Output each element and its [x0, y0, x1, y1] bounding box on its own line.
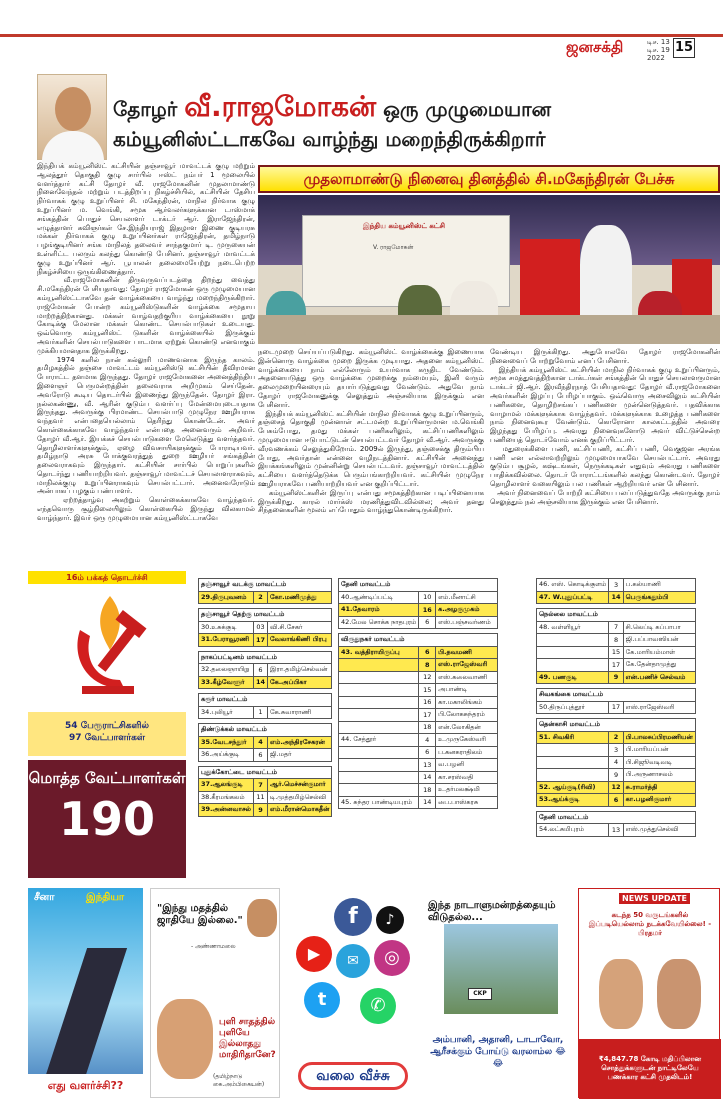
district-header-row	[537, 609, 696, 622]
candidate-name-cell: ப.கல்யாணி	[623, 579, 695, 592]
ad-quote-text: "இந்து மதத்தில் ஜாதியே இல்லை."	[157, 903, 243, 926]
article-column-left: இந்தியக் கம்யூனிஸ்ட் கட்சியின் தஞ்சாவூர் மாவட்டக் குழு மற்றும் ஆலத்தூர் தொகுதி குழு சார்பில் ஈஸ்ட் நம்பர் 1 மூலையில் வளர்த்தார் கட்சி தோழர் வீ. ராஜமோகனின் முதலாமாண்டு நினைவேந்தல் மற்றும் படத்திறப்பு நிகழ்ச்சியில், கட்சியின் தேசிய நிர்வாகக் குழு உறுப்பினர் சி. மகேந்திரன், மாநில நிர்வாக குழு உறுப்பினர் ம. வெங்கி, சமூக ஆர்வலர்களுக்கான டாஸ்மாக் சங்கத்தின் பொதுச் செயலாளர் டாக்டர் ஆர். இராஜேந்திரன், எழுத்தாளர் கவிஞர்கள் சே.இந்தியராஜ் இதழாள இணை குடியரசு மக்கள் நிர்வாகக் குழு உறுப்பினர்கள் ராஜேந்திரன், தமிழ்நாடு பழங்குடியினர் சங்க மாநிலத் தலைவர் சாந்தகுமார் டி. முருகையன் உள்ளிட்ட பலரும் கலந்து கொண்டு பேசினர். தஞ்சாவூர் மாவட்டக் குழு உறுப்பினர் ஆர். பூபாலன் தலைமையேற்று நடைபெற்ற நிகழ்ச்சியை ஒருங்கிணைத்தார். வீ.ராஜமோகனின் திருவுருவப்படத்தை திறந்து வைத்து சி.மகேந்திரன் பேசியதாவது: தோழர் ராஜமோகன் ஒரு முழுமையான கம்யூனிஸ்ட்டாகவே தன் வாழ்க்கையை வாழ்ந்து மறைந்திருக்கிறார். ராஜ்மோகன் போன்ற கம்யூனிஸ்டுகளின் வாழ்க்கை சமூதாய மாற்றத்திற்கானது. மக்கள் வாழ்வதற்குரிய வாழ்க்கையை நூறு கோடிக்கு மேலான மக்கள் கொண்ட செயல்பாடுகள் உடையது. ஒவ்வொரு கம்யூனிஸ்ட் டுகளின் வாழ்க்கையில் இருக்கும் அவர்களின் செயல்பாடுகளை பாடமாக ஏற்றுக் கொண்டு எனவாகும் முக்கியமானதாக இருக்கிறது. 1974 களில் நான் கல்லூரி மாணவனாக இருந்த காலம். தமிழகத்தில் தஞ்சை மாவட்டம் கம்யூனிஸ்டு கட்சியின் தீவிரமான போராட்ட தளமாக இருந்தது. தோழர் ராஜமோகனை அனைத்திந்திய இளைஞர் பெருமன்றத்தின் தலைவராக அறிமுகம் செய்தேன். அவரோடு கூடிய தொடர்பில் இணைந்து இருந்தேன். தோழர் இரா. நல்லகண்ணு, வீ. ஆரின் குடும்ப வளர்ப்பு மேன்மையுடையதாக இருந்தது. அவருக்கு பிரமாண்ட செயல்பாடு முழுநேர ஊழியராக வந்தவர் என்பதையெல்லாம் தெரிந்து கொண்டேன். அவர் கொள்கைக்காகவே வாழ்ந்தவர் என்பதை அனைவரும் அறிவர். தோழர் வீ.ஆர். இயக்கச் செயல்பாடுகளை மேலெடுத்து வளர்த்தவர். தொழிலாளர்களுக்கும், ஏழை விவசாயிகளுக்கும் போராடியவர். தமிழ்நாடு அரசு போக்குவரத்துத் துறை ஊழியர் சங்கத்தின் தலைவராகவும் இருந்தார். கட்சியின் சார்பில் பொறுப்புகளில் தொடர்ந்து பணியாற்றியவர். தஞ்சாவூர் மாவட்டச் செயலாளராகவும், மாநிலக்குழு உறுப்பினராகவும் செயல்பட்டார். அனைவரோடும் அன்பாகப் பழகும் பண்பாளர். ஏற்றத்தாழ்வு அகற்றும் கொள்கைக்காகவே வாழ்ந்தவர். எந்தவொரு சூழ்நிலையிலும் கொள்கையில் இருந்து விலகாமல் வாழ்ந்தார். இவர் ஒரு முழுமையான கம்யூனிஸ்ட்டாகவே	[37, 162, 255, 522]
district-header-row	[199, 766, 332, 779]
table-row	[339, 746, 498, 759]
ward-number-cell: 10	[419, 591, 436, 604]
town-cell: 48. வள்ளியூர்	[537, 621, 609, 634]
bridge-image	[45, 948, 127, 1078]
candidate-name-cell: அபாண்டி	[436, 684, 498, 697]
ad-reply-attribution: (தமிழ்நாடு கை.அம்பிகையன்)	[213, 1073, 265, 1088]
telegram-icon: ✉	[336, 944, 370, 978]
ward-number-cell: 14	[253, 676, 267, 689]
ad-title-left: சீனா	[34, 892, 55, 903]
candidate-name-cell: கோ.மணிமுத்து	[268, 591, 332, 604]
table-row	[537, 824, 696, 837]
candidate-name-cell: ஜி.மதர்	[268, 749, 332, 762]
town-cell: 35.வேடசந்தூர்	[199, 736, 254, 749]
instagram-icon: ◎	[374, 940, 410, 976]
town-cell	[537, 756, 609, 769]
district-name: தஞ்சாவூர் வடக்கு மாவட்டம்	[199, 579, 332, 592]
ward-number-cell: 6	[609, 794, 623, 807]
issue-date	[647, 38, 670, 62]
candidate-summary	[28, 712, 186, 756]
district-name: தஞ்சாவூர் தெற்கு மாவட்டம்	[199, 609, 332, 622]
candidate-name-cell: பெருங்கதும்பி	[623, 591, 695, 604]
ward-number-cell: 03	[253, 621, 267, 634]
candidate-name-cell: பி.தவமணி	[436, 646, 498, 659]
district-name: சிவகங்கை மாவட்டம்	[537, 689, 696, 702]
ward-number-cell: 2	[253, 591, 267, 604]
table-row	[339, 646, 498, 659]
ad-text: கடந்த 50 வருடங்களில் இப்படியெல்லாம் நடக்கவேயில்லை! - பிரதமர்	[588, 911, 712, 937]
district-header-row	[537, 811, 696, 824]
candidate-name-cell: எஸ்.கலைவாணி	[436, 671, 498, 684]
town-cell: 53.ஆய்க்குடி	[537, 794, 609, 807]
table-row	[339, 659, 498, 672]
red-flag	[520, 239, 580, 317]
ad-social-media	[290, 888, 416, 1098]
table-row	[537, 769, 696, 782]
candidate-name-cell: பை.பாஸ்கரசு	[436, 796, 498, 809]
table-row	[199, 634, 332, 647]
table-row	[199, 676, 332, 689]
facebook-icon: f	[334, 898, 372, 936]
candidate-name-cell: கே.சுவாராணி	[268, 706, 332, 719]
article-column-middle: நடைமுறை செய்யப்படுகிறது. கம்யூனிஸ்ட் வாழ்க்கைக்கு இணையாக இன்னொரு வாழ்க்கை முறை இருக்க முடியாது. அதனை கம்யூனிஸ்ட் வாழ்க்கையை நாம் எல்லோரும் உயர்வாக கருதிட வேண்டும். அதனையடுத்து ஒரு வாழ்க்கை முறைக்கு நம்மையும், இனி வரும் தலைமுறையினரையும் தயார்படுத்துவது வேண்டும். அதுவே நாம் தோழர் ராஜமோகனுக்கு செலுத்தும் அஞ்சலியாக இருக்கும் என பேசினார். இந்தியக் கம்யூனிஸ்ட் கட்சியின் மாநில நிர்வாகக் குழு உறுப்பினரும், தஞ்சைத் தொகுதி முன்னாள் சட்டமன்ற உறுப்பினருமான ம.வெங்கி பேசும்போது, தமது மக்கள் பணிகளிலும், கட்சிப்பணிகளிலும் முழுமையான ஈடுபாட்டுடன் செயல்பட்டவர் தோழர் வீ.ஆர். அவருக்கு வீரவணக்கம் செலுத்துகிறோம். 2009ல் இருந்து, தஞ்சைக்கு திரும்பிய போது, அவர்தான் என்னை வழிநடத்தினார். கட்சியின் அனைத்து இயக்கங்களிலும் முன்னின்று செயல்பட்டவர். தஞ்சாவூர் மாவட்டத்தில் கட்சியை வளர்த்தெடுக்க பெரும்பங்காற்றியவர். கட்சியின் முழுநேர ஊழியராகவே பணியாற்றியவர் என குறிப்பிட்டார். கம்யூனிஸ்ட்களின் இருப்பு என்பது சமூகத்திற்கான படிப்பினையாக இருக்கிறது. காரல் மார்க்ஸ் மரணித்துவிடவில்லை; அவர் தனது சிந்தனைகளின் மூலம் எப்போதும் வாழ்ந்துகொண்டிருக்கிறார்.	[258, 348, 484, 515]
town-cell: 46. எஸ். கொடிக்குளம்	[537, 579, 609, 592]
town-cell	[537, 659, 609, 672]
district-header-row	[199, 579, 332, 592]
table-row	[537, 621, 696, 634]
table-row	[537, 634, 696, 647]
summary-line: 97 வேட்பாளர்கள்	[69, 733, 145, 743]
twitter-icon: t	[304, 982, 340, 1018]
town-cell: 29.திருபுவனம்	[199, 591, 254, 604]
town-cell	[339, 721, 419, 734]
candidate-name-cell: கே.தேன்தாமுத்து	[623, 659, 695, 672]
issue-date-line: டிச. 19	[647, 46, 670, 54]
candidate-name-cell: கா.சரஸ்வதி	[436, 771, 498, 784]
portrait-face	[55, 87, 91, 131]
ward-number-cell: 18	[419, 721, 436, 734]
table-row	[537, 579, 696, 592]
table-row	[199, 791, 332, 804]
table-row	[339, 684, 498, 697]
ward-number-cell: 9	[253, 804, 267, 817]
candidate-name-cell: பி.பாலசுப்பிரமணியன்	[623, 731, 695, 744]
article-column-right: வேண்டிய இருக்கிறது. அதுபோலவே தோழர் ராஜமோகனின் நினைவைப் போற்றுவோம் எனப் பேசினார். இந்தியக் கம்யூனிஸ்ட் கட்சியின் மாநில நிர்வாகக் குழு உறுப்பினரும், சமூக சமத்துவத்திற்கான டாக்டர்கள் சங்கத்தின் பொதுச் செயலாளருமான டாக்டர் ஜி.ஆர். இரவீந்திரநாத் பேசியதாவது: தோழர் வீ.ராஜமோகனை அவர்களின் இழப்பு பேரிழப்பாகும். ஒவ்வொரு அசைவிலும் கட்சியின் பணிகளை, தொழிற்சங்கப் பணிகளை முன்னெடுத்தவர். பதவிக்காக வாழாமல் மக்களுக்காக வாழ்ந்தவர். மக்களுக்காக உழைத்த பணிகளை நாம் நினைவுகூர வேண்டும். கொரோனா காலகட்டத்தில் அவரை இழந்தது பேரிழப்பு. அவரது நினைவுகளோடு அவர் விட்டுச்சென்ற பணியைத் தொடர்வோம் எனக் குறிப்பிட்டார். மதுரைக்கிளை பணி, கட்சிப்பணி, கட்சிப் பணி, வெகுஜன அரங்க பணி என எல்லாவற்றிலும் முழுமையாகவே செயல்பட்டார். அவரது குடும்ப சூழல், கஷ்டங்கள், நெருக்கடிகள் எதுவும் அவரது பணிகளை பாதிக்கவில்லை. தொடர் போராட்டங்களில் கலந்து கொண்டவர். தோழர் தொழிலாளர் வகையிலும் பல பணிகள் ஆற்றியவர் என பேசினார். அவர் நினைவைப் போற்றி கட்சியை பலப்படுத்துவதே அவருக்கு நாம் செலுத்தும் நல் அஞ்சலியாக இருக்கும் என பேசினார்.	[490, 348, 720, 506]
table-row	[339, 784, 498, 797]
town-cell: 50.திருப்புத்தூர்	[537, 701, 609, 714]
ward-number-cell: 14	[609, 591, 623, 604]
photo-board-subtext: V. ராஜமோகன்	[373, 244, 414, 251]
sign-tag: CKP	[468, 988, 492, 1000]
youtube-icon: ▶	[296, 936, 332, 972]
candidate-name-cell: எம்.மீரான்மொகதீன்	[268, 804, 332, 817]
total-number: 190	[58, 792, 156, 846]
table-row	[199, 804, 332, 817]
town-cell	[339, 746, 419, 759]
ward-number-cell: 6	[419, 746, 436, 759]
town-cell: 49. பணகுடி	[537, 671, 609, 684]
ward-number-cell: 6	[419, 616, 436, 629]
ward-number-cell: 4	[253, 736, 267, 749]
candidate-name-cell: பி.மாரியப்பன்	[623, 744, 695, 757]
masthead: ஜனசக்தி	[566, 38, 624, 56]
candidate-name-cell: எஸ்.ராஜேஸ்வரி	[436, 659, 498, 672]
candidate-name-cell: என்.பணிச் செல்வம்	[623, 671, 695, 684]
table-row	[537, 659, 696, 672]
town-cell: 34.புலியூர்	[199, 706, 254, 719]
table-row	[537, 744, 696, 757]
ward-number-cell: 15	[419, 684, 436, 697]
ad-china-india	[28, 888, 143, 1098]
candidate-name-cell: கே.அப்பிகா	[268, 676, 332, 689]
ward-number-cell: 6	[253, 664, 267, 677]
candidate-name-cell: இரா.தமிழ்செல்வன்	[268, 664, 332, 677]
candidate-name-cell: உ.முருகேஸ்வரி	[436, 734, 498, 747]
header-rule	[0, 34, 723, 37]
ad-portrait	[247, 899, 277, 937]
table-row	[537, 646, 696, 659]
town-cell: 38.கீரமங்கலம்	[199, 791, 254, 804]
candidate-name-cell: எஸ்.முத்துசெல்வி	[623, 824, 695, 837]
candidate-name-cell: ஜி.பப்பாவஸியன்	[623, 634, 695, 647]
district-name: விருதுநகர் மாவட்டம்	[339, 634, 498, 647]
district-header-row	[199, 694, 332, 707]
district-name: நாகப்பட்டினம் மாவட்டம்	[199, 651, 332, 664]
table-row	[199, 706, 332, 719]
headline-prefix: தோழர்	[113, 97, 185, 121]
candidate-name-cell: சு.ராமர்த்தி	[623, 781, 695, 794]
news-update-badge: NEWS UPDATE	[619, 893, 690, 904]
candidate-name-cell: ப.கனகராதிலம்	[436, 746, 498, 759]
candidate-name-cell: என்.லோகிதன்	[436, 721, 498, 734]
candidates-table	[536, 578, 696, 837]
ward-number-cell: 6	[253, 749, 267, 762]
ward-number-cell: 8	[419, 659, 436, 672]
summary-line: 54 பேரூராட்சிகளில்	[65, 721, 149, 731]
ad-title: இந்த நாடாளுமன்றத்தையும் விடுதல்ல...	[428, 900, 556, 923]
ward-number-cell: 18	[419, 784, 436, 797]
district-header-row	[199, 651, 332, 664]
ward-number-cell: 14	[419, 771, 436, 784]
district-name: நெல்லை மாவட்டம்	[537, 609, 696, 622]
table-row	[537, 701, 696, 714]
town-cell	[339, 671, 419, 684]
town-cell	[339, 696, 419, 709]
continued-label: 16ம் பக்கத் தொடர்ச்சி	[28, 571, 186, 584]
town-cell: 51. சிவகிரி	[537, 731, 609, 744]
town-cell	[537, 646, 609, 659]
district-name: தேனி மாவட்டம்	[537, 811, 696, 824]
ward-number-cell: 3	[609, 744, 623, 757]
table-row	[339, 616, 498, 629]
candidate-name-cell: டி.முத்தமிழ்செல்வி	[268, 791, 332, 804]
table-row	[339, 696, 498, 709]
ad-portrait	[157, 999, 213, 1079]
candidate-name-cell: சி.லெப்டி கப்பாபா	[623, 621, 695, 634]
portrait-photo	[37, 74, 107, 160]
ward-number-cell: 1	[253, 706, 267, 719]
table-row	[339, 759, 498, 772]
ward-number-cell: 8	[609, 634, 623, 647]
ward-number-cell: 16	[419, 696, 436, 709]
ad-parliament	[422, 888, 572, 1098]
issue-date-line: டிச. 13	[647, 38, 670, 46]
candidates-table	[198, 578, 332, 817]
ward-number-cell: 9	[609, 671, 623, 684]
town-cell: 31.பேராவூரணி	[199, 634, 254, 647]
ward-number-cell: 15	[609, 646, 623, 659]
ad-quote-attribution: - அண்ணாமலை	[191, 943, 236, 950]
ward-number-cell: 12	[419, 671, 436, 684]
table-row	[199, 664, 332, 677]
district-name: தென்காசி மாவட்டம்	[537, 719, 696, 732]
district-header-row	[199, 724, 332, 737]
total-label: மொத்த வேட்பாளர்கள்	[28, 769, 186, 787]
town-cell: 36.அய்க்குடி	[199, 749, 254, 762]
table-row	[199, 779, 332, 792]
ward-number-cell: 4	[419, 734, 436, 747]
district-name: கரூர் மாவட்டம்	[199, 694, 332, 707]
town-cell	[537, 744, 609, 757]
table-row	[537, 731, 696, 744]
ad-quote	[150, 888, 280, 1098]
town-cell: 40.ஆண்டிப்பட்டி	[339, 591, 419, 604]
ward-number-cell: 4	[609, 756, 623, 769]
town-cell: 32.தலைஞாயிறு	[199, 664, 254, 677]
ward-number-cell: 14	[419, 796, 436, 809]
ward-number-cell: 3	[609, 579, 623, 592]
candidate-name-cell: வ.பழனி	[436, 759, 498, 772]
ward-number-cell: 13	[609, 824, 623, 837]
ward-number-cell: 17	[609, 701, 623, 714]
total-candidates-box	[28, 760, 186, 878]
ad-portrait	[599, 959, 643, 1029]
headline-rest: ஒரு முழுமையான கம்யூனிஸ்ட்டாகவே வாழ்ந்து மறைந்திருக்கிறார்	[113, 97, 551, 151]
whatsapp-icon: ✆	[360, 988, 396, 1024]
table-row	[537, 756, 696, 769]
district-header-row	[537, 689, 696, 702]
issue-date-line: 2022	[647, 54, 665, 62]
table-row	[339, 709, 498, 722]
ward-number-cell: 13	[419, 759, 436, 772]
page-number: 15	[673, 38, 695, 58]
town-cell: 44. சேத்தூர்	[339, 734, 419, 747]
portrait-shirt	[42, 131, 104, 165]
table-row	[339, 721, 498, 734]
speaker-figure	[580, 225, 632, 325]
district-header-row	[339, 634, 498, 647]
table-row	[339, 671, 498, 684]
district-header-row	[537, 719, 696, 732]
candidate-name-cell: பி.லோகசுந்தரம்	[436, 709, 498, 722]
town-cell	[537, 634, 609, 647]
town-cell: 39.அன்னவாசல்	[199, 804, 254, 817]
town-cell	[537, 769, 609, 782]
ad-news-update	[578, 888, 720, 1098]
ad-reply-text: புளி சாதத்தில் புளியே இல்லாதது மாதிரிதானே?	[219, 1017, 276, 1060]
town-cell	[339, 684, 419, 697]
table-row	[339, 796, 498, 809]
candidate-name-cell: ஆர்.மெச்சன்குமார்	[268, 779, 332, 792]
candidate-name-cell: எஸ்.பஞ்சவர்ணம்	[436, 616, 498, 629]
town-cell: 41.தேவாரம்	[339, 604, 419, 617]
headline-name: வீ.ராஜமோகன்	[184, 90, 377, 123]
ward-number-cell: 16	[419, 604, 436, 617]
ward-number-cell: 7	[253, 779, 267, 792]
town-cell: 37.ஆலங்குடி	[199, 779, 254, 792]
table-row	[339, 591, 498, 604]
town-cell	[339, 709, 419, 722]
town-cell: 52. ஆய்குடி(ரிவி)	[537, 781, 609, 794]
district-header-row	[339, 579, 498, 592]
town-cell: 54.லட்சுமிபுரம்	[537, 824, 609, 837]
candidate-name-cell: கே.மாரியம்மாள்	[623, 646, 695, 659]
ward-number-cell: 17	[609, 659, 623, 672]
district-name: தேனி மாவட்டம்	[339, 579, 498, 592]
table-row	[537, 671, 696, 684]
candidate-name-cell: எம்.மீனாட்சி	[436, 591, 498, 604]
ad-title-right: இந்தியா	[86, 892, 125, 903]
town-cell	[339, 759, 419, 772]
district-name: திண்டுக்கல் மாவட்டம்	[199, 724, 332, 737]
table-row	[339, 771, 498, 784]
candidate-name-cell: உ.தர்மலக்ஷ்மி	[436, 784, 498, 797]
parliament-image	[444, 924, 558, 1014]
ward-number-cell: 7	[609, 621, 623, 634]
ward-number-cell: 17	[253, 634, 267, 647]
headline	[113, 92, 713, 154]
district-name: புதுக்கோட்டை மாவட்டம்	[199, 766, 332, 779]
candidate-name-cell: வி.சி.சேகர்	[268, 621, 332, 634]
candidate-name-cell: க.அழகுமுகம்	[436, 604, 498, 617]
town-cell	[339, 771, 419, 784]
table-row	[339, 734, 498, 747]
photo-floor	[258, 315, 720, 344]
ward-number-cell: 12	[609, 781, 623, 794]
candidate-name-cell: கா.பழனிகுமார்	[623, 794, 695, 807]
candidate-name-cell: பி.சிஜூவடிவடி	[623, 756, 695, 769]
subhead-banner: முதலாமாண்டு நினைவு தினத்தில் சி.மகேந்திரன் பேச்சு	[258, 165, 720, 193]
town-cell: 33.கீழ்வேளூர்	[199, 676, 254, 689]
table-row	[199, 749, 332, 762]
town-cell	[339, 659, 419, 672]
table-row	[339, 604, 498, 617]
tiktok-icon: ♪	[376, 906, 404, 934]
table-row	[199, 736, 332, 749]
ward-number-cell: 2	[609, 731, 623, 744]
table-row	[537, 794, 696, 807]
table-row	[537, 781, 696, 794]
district-header-row	[199, 609, 332, 622]
town-cell: 42.மேல சொக்க நாதபுரம்	[339, 616, 419, 629]
candidate-name-cell: பி.அருணாசலம்	[623, 769, 695, 782]
candidate-name-cell: கா.மகாலிங்கம்	[436, 696, 498, 709]
ward-number-cell: 11	[253, 791, 267, 804]
town-cell	[339, 784, 419, 797]
town-cell: 30.உசுக்குடி	[199, 621, 254, 634]
table-row	[537, 591, 696, 604]
table-row	[199, 621, 332, 634]
ad-caption: எது வளர்ச்சி??	[28, 1074, 143, 1098]
town-cell: 45. சுந்தர பாண்டியபுரம்	[339, 796, 419, 809]
ward-number-cell: 17	[419, 709, 436, 722]
town-cell: 43. வத்திராயிருப்பு	[339, 646, 419, 659]
event-photo	[258, 195, 720, 344]
candidate-name-cell: வேலாங்கிணி பிரபு	[268, 634, 332, 647]
ward-number-cell: 9	[609, 769, 623, 782]
ad-caption: அம்பானி, அதானி, டாடாவோ, ஆரீசக்கும் போய்டு வரலாம்ல 😂😂	[430, 1035, 566, 1069]
photo-board-text: இந்திய கம்யூனிஸ்ட் கட்சி	[363, 222, 445, 230]
candidate-name-cell: எம்.அந்திரசேகரன்	[268, 736, 332, 749]
ad-title: வலை வீச்சு	[298, 1062, 408, 1090]
hammer-sickle-emblem	[60, 590, 160, 706]
town-cell: 47. W.புதுப்பட்டி	[537, 591, 609, 604]
ward-number-cell: 6	[419, 646, 436, 659]
candidate-name-cell: எஸ்.ராஜேஸ்வரி	[623, 701, 695, 714]
ad-caption: ₹4,847.78 கோடி மதிப்பிலான சொத்துக்களுடன் நாட்டிலேயே பணக்கார கட்சி முதலிடம்!	[598, 1055, 702, 1081]
candidates-table	[338, 578, 498, 809]
ad-portrait	[657, 959, 701, 1029]
table-row	[199, 591, 332, 604]
